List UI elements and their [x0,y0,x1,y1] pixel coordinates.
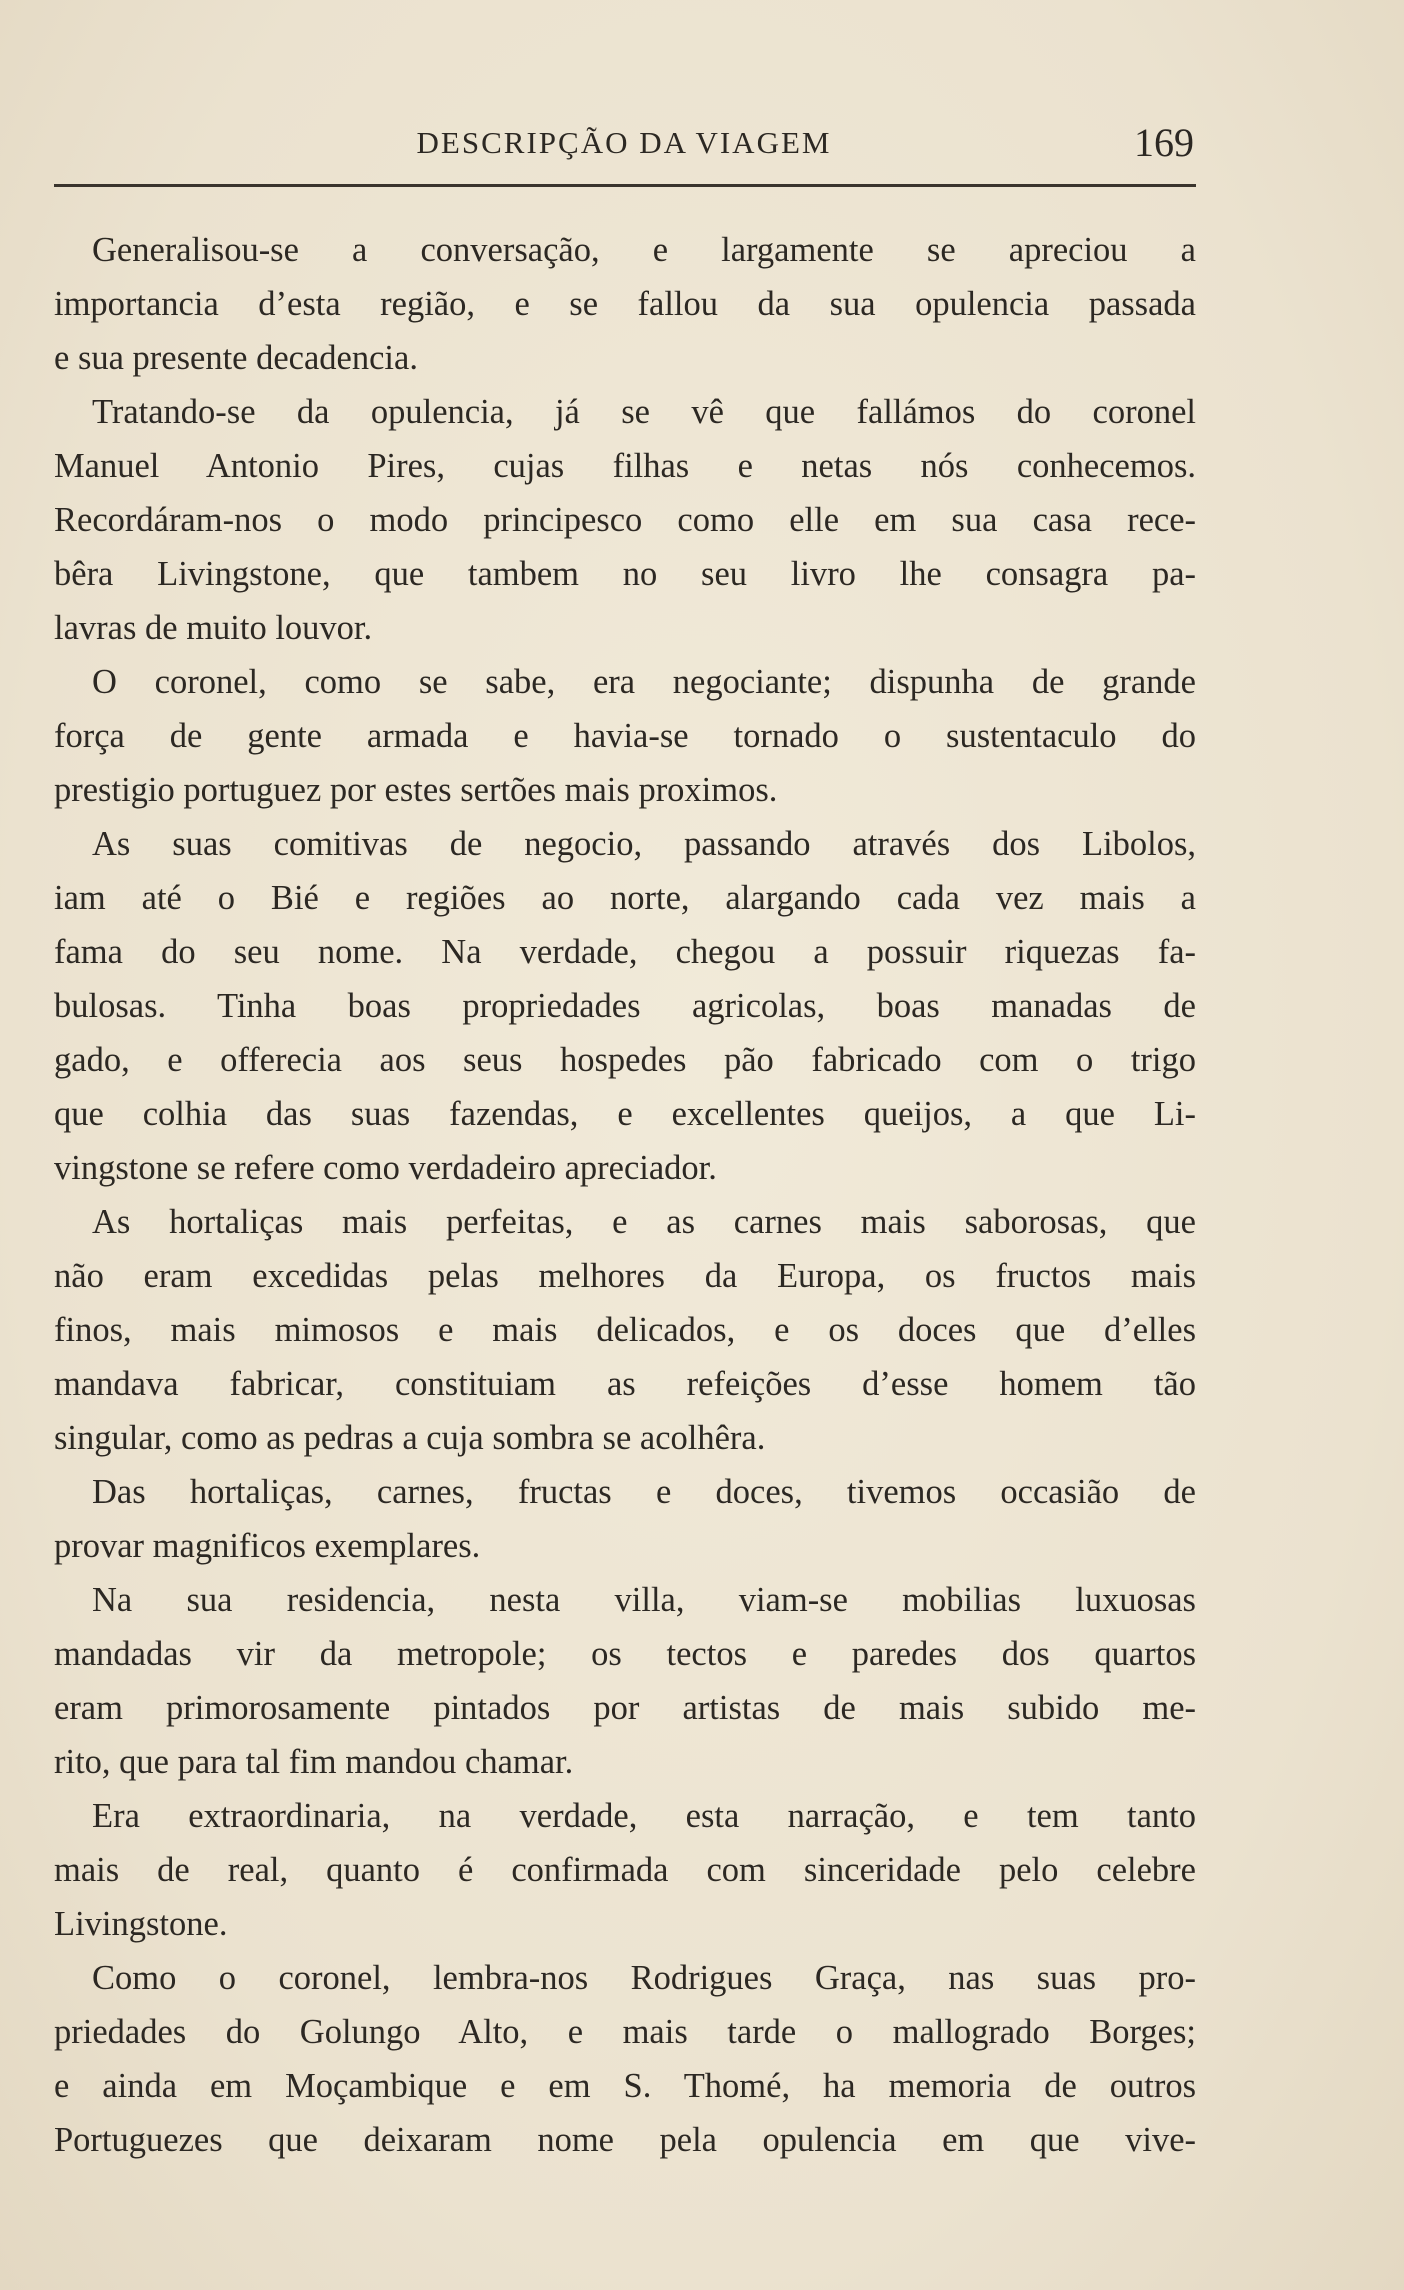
text-line: As hortaliças mais perfeitas, e as carnes mais saborosas, que [92,1203,1196,1241]
text-line: prestigio portuguez por estes sertões mais proximos. [54,771,778,809]
text-line: e sua presente decadencia. [54,339,418,377]
text-line: mandadas vir da metropole; os tectos e paredes dos quartos [54,1635,1196,1673]
text-line: O coronel, como se sabe, era negociante; dispunha de grande [92,663,1196,701]
text-line: finos, mais mimosos e mais delicados, e os doces que d’elles [54,1311,1196,1349]
text-line: vingstone se refere como verdadeiro apreciador. [54,1149,717,1187]
body-text [54,223,1196,2167]
text-line: fama do seu nome. Na verdade, chegou a possuir riquezas fa- [54,933,1196,971]
text-line: Tratando-se da opulencia, já se vê que fallámos do coronel [92,393,1196,431]
header-rule [54,184,1196,187]
text-line: mandava fabricar, constituiam as refeições d’esse homem tão [54,1365,1196,1403]
text-line: lavras de muito louvor. [54,609,373,647]
text-line: iam até o Bié e regiões ao norte, alargando cada vez mais a [54,879,1196,917]
text-line: rito, que para tal fim mandou chamar. [54,1743,574,1781]
text-line: provar magnificos exemplares. [54,1527,481,1565]
text-line: Na sua residencia, nesta villa, viam-se mobilias luxuosas [92,1581,1196,1619]
text-line: mais de real, quanto é confirmada com sinceridade pelo celebre [54,1851,1196,1889]
text-line: Portuguezes que deixaram nome pela opulencia em que vive- [54,2121,1196,2159]
text-line: e ainda em Moçambique e em S. Thomé, ha memoria de outros [54,2067,1196,2105]
text-line: importancia d’esta região, e se fallou da sua opulencia passada [54,285,1196,323]
text-line: singular, como as pedras a cuja sombra se acolhêra. [54,1419,766,1457]
text-line: Livingstone. [54,1905,228,1943]
text-line: gado, e offerecia aos seus hospedes pão fabricado com o trigo [54,1041,1196,1079]
text-line: Manuel Antonio Pires, cujas filhas e netas nós conhecemos. [54,447,1196,485]
text-line: força de gente armada e havia-se tornado o sustentaculo do [54,717,1196,755]
text-line: não eram excedidas pelas melhores da Europa, os fructos mais [54,1257,1196,1295]
text-line: Recordáram-nos o modo principesco como elle em sua casa rece- [54,501,1196,539]
page-number: 169 [1134,120,1194,165]
text-line: que colhia das suas fazendas, e excellentes queijos, a que Li- [54,1095,1196,1133]
text-line: Como o coronel, lembra-nos Rodrigues Graça, nas suas pro- [92,1959,1196,1997]
running-head: DESCRIPÇÃO DA VIAGEM [416,125,832,160]
text-line: eram primorosamente pintados por artistas de mais subido me- [54,1689,1196,1727]
text-line: Era extraordinaria, na verdade, esta narração, e tem tanto [92,1797,1196,1835]
text-line: bêra Livingstone, que tambem no seu livro lhe consagra pa- [54,555,1196,593]
page-header [54,118,1194,178]
text-line: Generalisou-se a conversação, e largamente se apreciou a [92,231,1196,269]
text-line: Das hortaliças, carnes, fructas e doces, tivemos occasião de [92,1473,1196,1511]
text-line: As suas comitivas de negocio, passando através dos Libolos, [92,825,1196,863]
text-line: priedades do Golungo Alto, e mais tarde o mallogrado Borges; [54,2013,1196,2051]
text-line: bulosas. Tinha boas propriedades agricolas, boas manadas de [54,987,1196,1025]
